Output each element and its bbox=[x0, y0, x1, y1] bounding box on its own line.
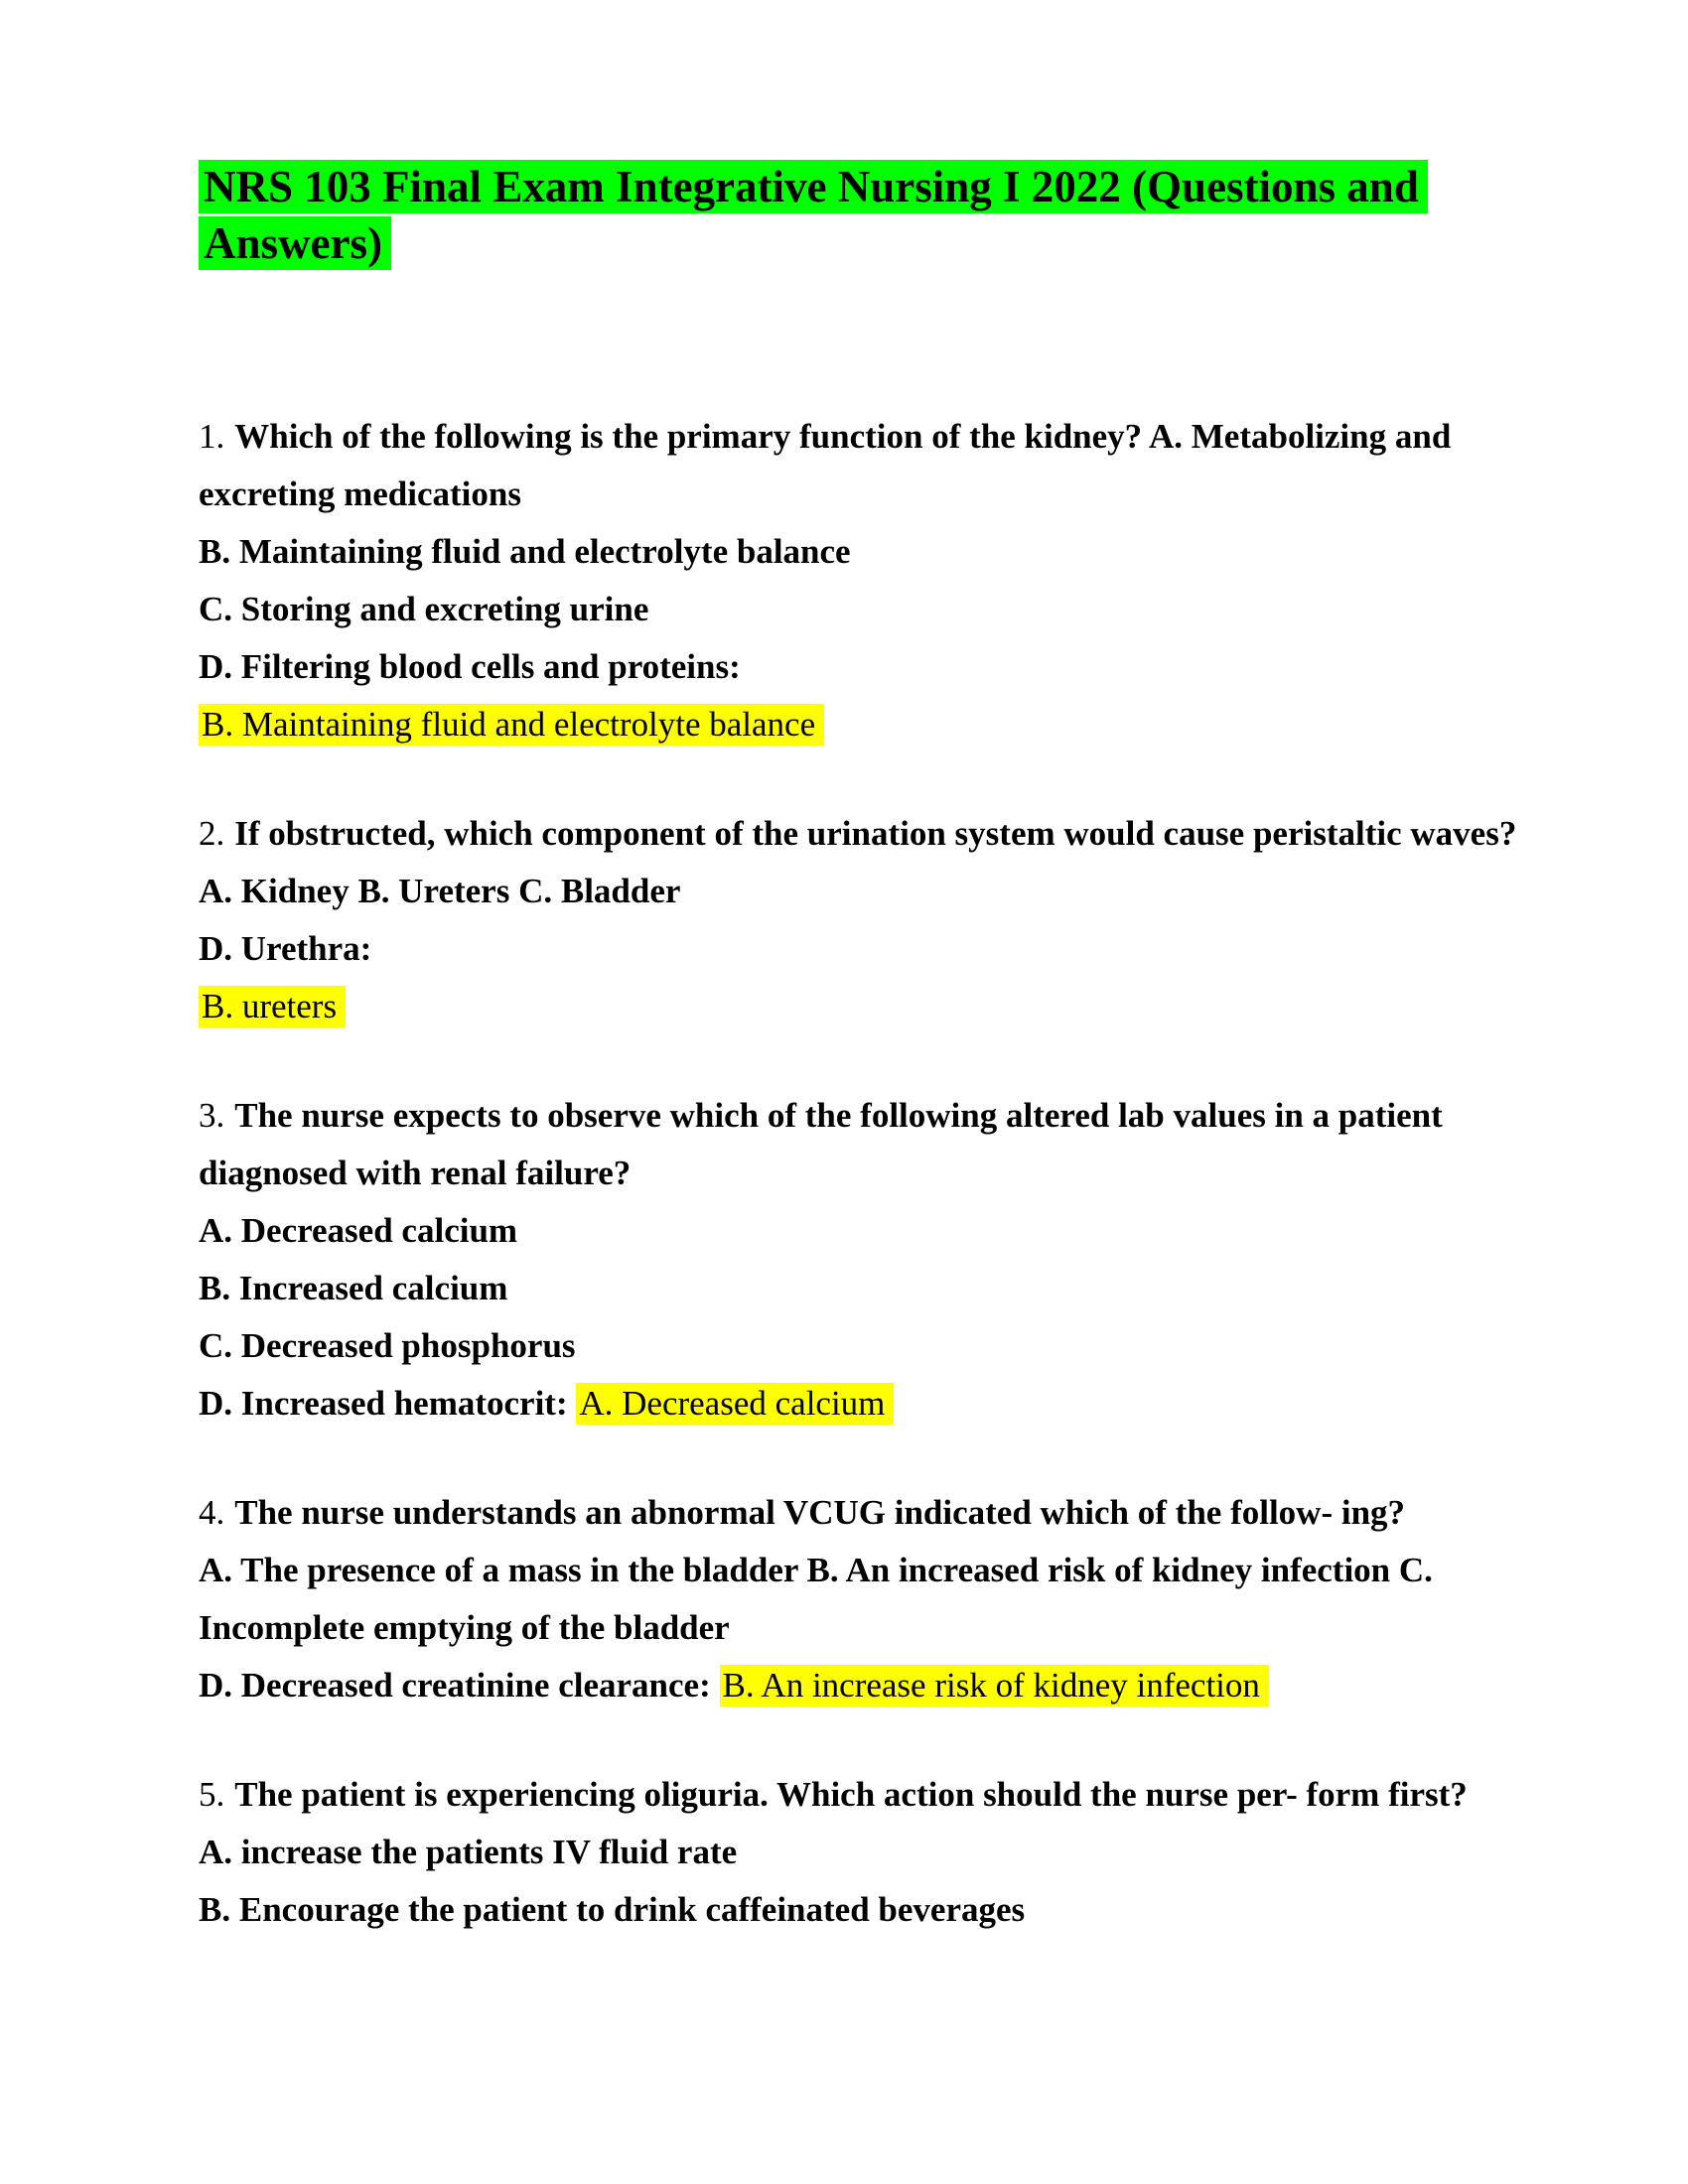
question-1-answer-highlight: B. Maintaining fluid and electrolyte balance bbox=[199, 704, 824, 746]
question-block-2 bbox=[199, 805, 1539, 1035]
question-3-option-b: B. Increased calcium bbox=[199, 1269, 508, 1307]
question-4-text: The nurse understands an abnormal VCUG indicated which of the follow- ing? bbox=[234, 1493, 1406, 1532]
question-block-1 bbox=[199, 408, 1539, 753]
question-2-text-line-1 bbox=[199, 805, 1539, 863]
question-3-option-d: D. Increased hematocrit: bbox=[199, 1384, 577, 1423]
question-3-text-line-2: diagnosed with renal failure? bbox=[199, 1154, 632, 1192]
question-5-text: The patient is experiencing oliguria. Which action should the nurse per- form first? bbox=[234, 1775, 1468, 1814]
question-block-5 bbox=[199, 1766, 1539, 1939]
title-highlight: NRS 103 Final Exam Integrative Nursing I 2022 (Questions and Answers) bbox=[199, 160, 1428, 270]
question-4-answer-highlight: B. An increase risk of kidney infection bbox=[720, 1665, 1269, 1706]
question-3-answer-line bbox=[199, 1375, 1539, 1433]
question-5-option-a: A. increase the patients IV fluid rate bbox=[199, 1833, 738, 1871]
question-4-options-abc: A. The presence of a mass in the bladder B. An increased risk of kidney infection C. bbox=[199, 1551, 1433, 1589]
question-block-3 bbox=[199, 1087, 1539, 1433]
question-block-4 bbox=[199, 1484, 1539, 1714]
question-1-option-b: B. Maintaining fluid and electrolyte balance bbox=[199, 532, 851, 571]
question-2-number: 2. bbox=[199, 814, 225, 853]
question-4-option-c-cont: Incomplete emptying of the bladder bbox=[199, 1608, 730, 1647]
question-1-number: 1. bbox=[199, 417, 225, 456]
question-1-option-d: D. Filtering blood cells and proteins: bbox=[199, 647, 741, 686]
question-4-answer-line bbox=[199, 1657, 1539, 1714]
question-4-text-line-1 bbox=[199, 1484, 1539, 1542]
question-2-text: If obstructed, which component of the urination system would cause peristaltic waves? bbox=[234, 814, 1517, 853]
question-2-options-abc: A. Kidney B. Ureters C. Bladder bbox=[199, 872, 681, 910]
question-2-answer-line bbox=[199, 978, 1539, 1035]
question-3-answer-highlight: A. Decreased calcium bbox=[576, 1383, 894, 1425]
question-2-option-d: D. Urethra: bbox=[199, 929, 372, 968]
question-1-answer-line bbox=[199, 696, 1539, 753]
question-4-number: 4. bbox=[199, 1493, 225, 1532]
question-5-number: 5. bbox=[199, 1775, 225, 1814]
question-5-option-b: B. Encourage the patient to drink caffeinated beverages bbox=[199, 1890, 1026, 1929]
question-3-option-a: A. Decreased calcium bbox=[199, 1211, 518, 1250]
page-title bbox=[199, 159, 1489, 272]
question-4-option-d: D. Decreased creatinine clearance: bbox=[199, 1666, 720, 1705]
question-1-option-c: C. Storing and excreting urine bbox=[199, 590, 649, 628]
question-3-option-c: C. Decreased phosphorus bbox=[199, 1326, 576, 1365]
question-1-text-line-1 bbox=[199, 408, 1539, 466]
question-1-text-line-2: excreting medications bbox=[199, 475, 521, 513]
question-5-text-line-1 bbox=[199, 1766, 1539, 1824]
question-3-number: 3. bbox=[199, 1096, 225, 1135]
question-3-text: The nurse expects to observe which of the following altered lab values in a patient bbox=[234, 1096, 1443, 1135]
question-3-text-line-1 bbox=[199, 1087, 1539, 1145]
question-1-text: Which of the following is the primary function of the kidney? A. Metabolizing and bbox=[234, 417, 1452, 456]
question-2-answer-highlight: B. ureters bbox=[199, 986, 346, 1027]
